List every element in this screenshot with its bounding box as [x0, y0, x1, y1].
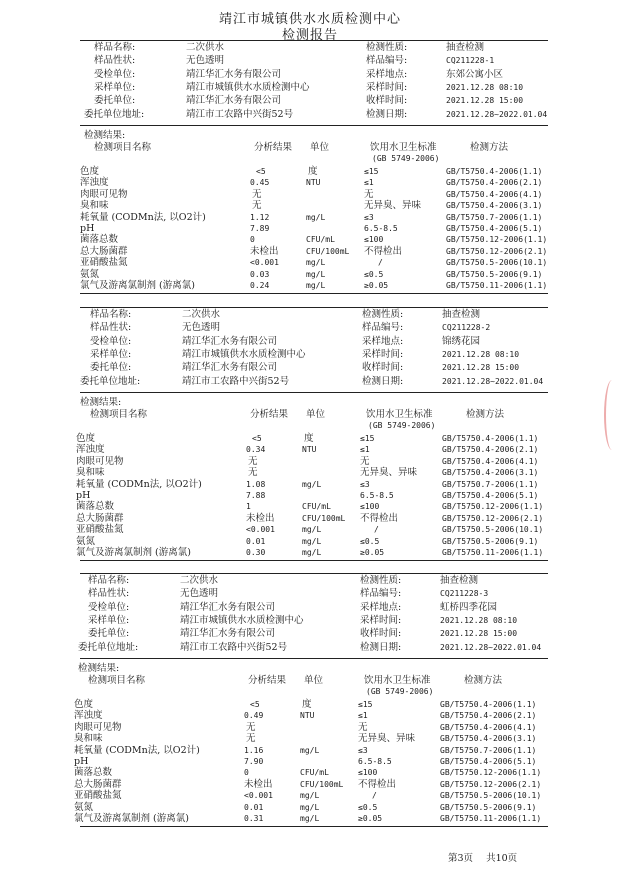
item-standard: ≤0.5: [358, 802, 378, 812]
info-value: 靖江市工农路中兴街52号: [180, 641, 288, 653]
col-std-sub-header: (GB 5749-2006): [368, 421, 436, 430]
item-standard: ≤100: [358, 768, 378, 778]
item-name: pH: [80, 223, 95, 234]
col-item-header: 检测项目名称: [90, 409, 148, 420]
item-standard: ≤0.5: [364, 269, 384, 279]
col-std-header: 饮用水卫生标准: [370, 142, 437, 153]
item-method: GB/T5750.4-2006(2.1): [440, 711, 537, 721]
info-label: 委托单位:: [90, 362, 132, 374]
item-unit: NTU: [302, 445, 317, 455]
item-standard: 无: [360, 455, 370, 467]
item-result: 7.88: [246, 491, 266, 500]
item-method: GB/T5750.7-2006(1.1): [440, 745, 537, 755]
info-label: 采样时间:: [360, 614, 402, 626]
item-result: <0.001: [250, 258, 279, 268]
item-standard: 不得检出: [358, 778, 397, 790]
page-total: 共10页: [486, 853, 518, 864]
item-result: 无: [246, 721, 256, 733]
item-standard: ≤0.5: [360, 536, 380, 546]
item-name: 总大肠菌群: [76, 512, 124, 524]
col-std-sub-header: (GB 5749-2006): [366, 687, 434, 696]
item-method: GB/T5750.4-2006(1.1): [440, 700, 537, 709]
item-result: 0.01: [244, 802, 264, 812]
item-method: GB/T5750.4-2006(3.1): [440, 734, 537, 744]
item-result: 0.34: [246, 445, 266, 455]
info-label: 采样单位:: [94, 81, 136, 93]
item-method: GB/T5750.4-2006(2.1): [442, 445, 539, 455]
item-standard: ≤100: [364, 235, 384, 245]
item-standard: 无: [364, 188, 374, 200]
item-name: 菌落总数: [74, 767, 113, 779]
item-name: pH: [76, 490, 91, 501]
info-label: 委托单位地址:: [80, 375, 141, 387]
col-result-header: 分析结果: [250, 409, 289, 420]
info-label: 样品名称:: [90, 309, 132, 320]
info-label: 采样地点:: [360, 601, 402, 613]
item-method: GB/T5750.4-2006(2.1): [446, 178, 543, 188]
item-standard: 6.5-8.5: [358, 757, 392, 766]
section-top-rule: [80, 307, 548, 308]
results-label: 检测结果:: [84, 130, 126, 141]
info-label: 样品编号:: [366, 55, 408, 67]
item-name: 亚硝酸盐氮: [76, 524, 124, 536]
info-value: 2021.12.28 08:10: [442, 349, 520, 359]
info-label: 检测日期:: [362, 375, 404, 387]
info-value: 2021.12.28 15:00: [446, 96, 524, 106]
info-value: 抽查检测: [442, 309, 481, 320]
item-name: 氨氮: [80, 268, 100, 280]
item-result: 0.45: [250, 178, 270, 188]
item-name: 总大肠菌群: [74, 778, 122, 790]
col-item-header: 检测项目名称: [88, 675, 146, 686]
item-method: GB/T5750.7-2006(1.1): [442, 479, 539, 489]
item-result: 1.16: [244, 745, 264, 755]
info-label: 检测日期:: [366, 108, 408, 120]
report-subtitle: 检测报告: [281, 28, 338, 43]
info-bottom-rule: [80, 658, 548, 659]
item-result: 7.89: [250, 224, 270, 233]
item-name: pH: [74, 756, 89, 767]
item-method: GB/T5750.12-2006(1.1): [442, 502, 544, 512]
item-name: 菌落总数: [80, 234, 119, 246]
info-value: 靖江华汇水务有限公司: [180, 628, 276, 640]
item-unit: NTU: [300, 711, 315, 721]
info-value: 靖江市工农路中兴街52号: [186, 108, 294, 120]
item-unit: mg/L: [306, 212, 326, 222]
item-method: GB/T5750.11-2006(1.1): [440, 814, 542, 823]
info-bottom-rule: [80, 392, 548, 393]
item-unit: CFU/100mL: [300, 779, 344, 789]
item-name: 耗氧量 (CODMn法, 以O2计): [74, 744, 200, 756]
item-unit: mg/L: [306, 269, 326, 279]
item-name: 色度: [80, 166, 100, 177]
item-name: 臭和味: [80, 200, 109, 212]
info-label: 采样单位:: [90, 348, 132, 360]
info-value: CQ211228-2: [442, 323, 491, 333]
item-name: 总大肠菌群: [80, 245, 128, 257]
item-result: 0: [250, 235, 255, 245]
info-label: 收样时间:: [360, 628, 402, 640]
info-label: 委托单位:: [88, 628, 130, 640]
item-unit: NTU: [306, 178, 321, 188]
item-result: <5: [252, 434, 262, 443]
item-name: 亚硝酸盐氮: [80, 257, 128, 269]
item-unit: mg/L: [300, 791, 320, 801]
item-unit: mg/L: [300, 745, 320, 755]
item-standard: 不得检出: [364, 245, 403, 257]
item-standard: 不得检出: [360, 512, 399, 524]
info-value: 二次供水: [180, 575, 219, 586]
item-method: GB/T5750.5-2006(9.1): [440, 802, 537, 812]
item-result: 0: [244, 768, 249, 778]
item-method: GB/T5750.4-2006(1.1): [442, 434, 539, 443]
item-standard: ≤100: [360, 502, 380, 512]
item-result: 1.08: [246, 479, 266, 489]
item-method: GB/T5750.5-2006(9.1): [442, 536, 539, 546]
col-unit-header: 单位: [304, 675, 324, 686]
info-label: 检测性质:: [362, 309, 404, 320]
item-result: <0.001: [244, 791, 273, 801]
info-value: 2021.12.28~2022.01.04: [440, 642, 542, 652]
item-method: GB/T5750.4-2006(3.1): [446, 201, 543, 211]
item-method: GB/T5750.5-2006(9.1): [446, 269, 543, 279]
section-top-rule: [80, 573, 548, 574]
item-result: <5: [250, 700, 260, 709]
item-standard: 6.5-8.5: [364, 224, 398, 233]
item-result: 0.49: [244, 711, 264, 721]
item-standard: ≥0.05: [358, 814, 383, 823]
section-bottom-rule: [80, 560, 548, 561]
item-result: 无: [248, 455, 258, 467]
item-name: 臭和味: [76, 467, 105, 479]
info-label: 采样时间:: [362, 348, 404, 360]
item-unit: mg/L: [300, 814, 320, 823]
item-result: 无: [252, 200, 262, 212]
item-name: 肉眼可见物: [80, 188, 128, 200]
info-value: 2021.12.28 08:10: [446, 82, 524, 92]
item-result: 0.31: [244, 814, 264, 823]
item-name: 耗氧量 (CODMn法, 以O2计): [80, 211, 206, 223]
item-standard: 无: [358, 721, 368, 733]
info-label: 样品性状:: [94, 55, 136, 67]
info-label: 样品性状:: [88, 588, 130, 600]
item-method: GB/T5750.4-2006(5.1): [442, 491, 539, 500]
item-result: 未检出: [246, 512, 275, 524]
item-standard: ≤3: [360, 479, 370, 489]
results-label: 检测结果:: [80, 397, 122, 408]
info-value: 靖江华汇水务有限公司: [186, 68, 282, 80]
col-std-header: 饮用水卫生标准: [366, 409, 433, 420]
item-unit: mg/L: [300, 802, 320, 812]
item-method: GB/T5750.4-2006(1.1): [446, 167, 543, 176]
item-name: 色度: [74, 699, 94, 710]
item-result: 0.03: [250, 269, 270, 279]
item-result: 1.12: [250, 212, 270, 222]
item-result: 未检出: [244, 778, 273, 790]
item-result: 未检出: [250, 245, 279, 257]
info-value: 2021.12.28~2022.01.04: [442, 376, 544, 386]
item-standard: ≤15: [358, 700, 373, 709]
report-org-title: 靖江市城镇供水水质检测中心: [218, 12, 401, 27]
info-value: 无色透明: [180, 588, 219, 600]
col-item-header: 检测项目名称: [94, 142, 152, 153]
item-method: GB/T5750.4-2006(4.1): [446, 189, 543, 199]
item-result: 无: [248, 467, 258, 479]
item-standard: ≤3: [364, 212, 374, 222]
item-name: 氨氮: [76, 535, 96, 547]
info-value: 2021.12.28 08:10: [440, 615, 518, 625]
info-label: 采样单位:: [88, 614, 130, 626]
item-standard: ≤15: [364, 167, 379, 176]
section-top-rule: [80, 40, 548, 41]
info-value: 二次供水: [186, 42, 225, 53]
info-value: 二次供水: [182, 309, 221, 320]
col-unit-header: 单位: [310, 142, 330, 153]
item-name: 氯气及游离氯制剂 (游离氯): [80, 280, 195, 291]
info-label: 样品性状:: [90, 322, 132, 334]
item-result: 0.01: [246, 536, 266, 546]
item-result: <0.001: [246, 525, 275, 535]
item-standard: 6.5-8.5: [360, 491, 394, 500]
item-standard: 无异臭、异味: [358, 733, 416, 745]
col-method-header: 检测方法: [470, 142, 509, 153]
info-label: 受检单位:: [88, 601, 130, 613]
item-method: GB/T5750.11-2006(1.1): [442, 548, 544, 557]
item-result: <5: [256, 167, 266, 176]
item-method: GB/T5750.4-2006(5.1): [440, 757, 537, 766]
item-name: 肉眼可见物: [74, 721, 122, 733]
item-unit: mg/L: [302, 536, 322, 546]
info-value: 靖江市城镇供水水质检测中心: [180, 614, 304, 626]
info-value: 无色透明: [182, 322, 221, 334]
item-method: GB/T5750.5-2006(10.1): [442, 525, 544, 535]
item-unit: mg/L: [302, 548, 322, 557]
item-method: GB/T5750.4-2006(4.1): [442, 456, 539, 466]
info-value: 东郊公寓小区: [446, 68, 504, 80]
item-standard: ≤1: [358, 711, 368, 721]
info-label: 采样地点:: [366, 68, 408, 80]
info-label: 样品名称:: [94, 42, 136, 53]
item-name: 氯气及游离氯制剂 (游离氯): [74, 813, 189, 824]
item-name: 氨氮: [74, 801, 94, 813]
info-value: CQ211228-1: [446, 56, 495, 66]
page-footer: [448, 850, 527, 864]
col-std-header: 饮用水卫生标准: [364, 675, 431, 686]
item-unit: CFU/100mL: [302, 513, 346, 523]
item-unit: mg/L: [302, 525, 322, 535]
item-name: 浑浊度: [76, 444, 105, 456]
col-result-header: 分析结果: [254, 142, 293, 153]
info-label: 样品编号:: [360, 588, 402, 600]
item-method: GB/T5750.4-2006(4.1): [440, 722, 537, 732]
info-value: 靖江市城镇供水水质检测中心: [182, 348, 306, 360]
item-name: 浑浊度: [80, 177, 109, 189]
info-value: 靖江市城镇供水水质检测中心: [186, 81, 310, 93]
item-name: 亚硝酸盐氮: [74, 790, 122, 802]
info-bottom-rule: [80, 125, 548, 126]
info-label: 受检单位:: [90, 335, 132, 347]
info-label: 检测性质:: [366, 42, 408, 53]
item-method: GB/T5750.12-2006(2.1): [442, 513, 544, 523]
item-method: GB/T5750.4-2006(5.1): [446, 224, 543, 233]
col-unit-header: 单位: [306, 409, 326, 420]
item-result: 无: [252, 188, 262, 200]
info-label: 委托单位地址:: [84, 108, 145, 120]
info-value: 2021.12.28~2022.01.04: [446, 109, 548, 119]
col-method-header: 检测方法: [464, 675, 503, 686]
info-value: 无色透明: [186, 55, 225, 67]
info-label: 采样时间:: [366, 81, 408, 93]
info-label: 检测日期:: [360, 641, 402, 653]
results-label: 检测结果:: [78, 663, 120, 674]
info-value: 靖江华汇水务有限公司: [182, 335, 278, 347]
info-label: 委托单位:: [94, 95, 136, 107]
item-method: GB/T5750.11-2006(1.1): [446, 281, 548, 290]
col-std-sub-header: (GB 5749-2006): [372, 154, 440, 163]
item-name: 氯气及游离氯制剂 (游离氯): [76, 547, 191, 558]
item-result: 无: [246, 733, 256, 745]
item-name: 肉眼可见物: [76, 455, 124, 467]
item-result: 1: [246, 502, 251, 512]
item-method: GB/T5750.12-2006(1.1): [440, 768, 542, 778]
item-result: 7.90: [244, 757, 264, 766]
info-label: 委托单位地址:: [78, 641, 139, 653]
item-standard: ≤1: [360, 445, 370, 455]
item-standard: 无异臭、异味: [364, 200, 422, 212]
item-unit: 度: [308, 166, 318, 177]
item-result: 0.24: [250, 281, 270, 290]
item-standard: /: [374, 525, 379, 535]
info-value: 靖江华汇水务有限公司: [180, 601, 276, 613]
item-standard: /: [372, 791, 377, 801]
info-value: 2021.12.28 15:00: [442, 363, 520, 373]
info-value: 虹桥四季花园: [440, 601, 498, 613]
info-value: 锦绣花园: [442, 335, 481, 347]
item-method: GB/T5750.4-2006(3.1): [442, 468, 539, 478]
info-value: 抽查检测: [446, 42, 485, 53]
page-number: 第3页: [448, 853, 474, 864]
info-label: 收样时间:: [362, 362, 404, 374]
item-unit: CFU/mL: [300, 768, 329, 778]
info-label: 样品名称:: [88, 575, 130, 586]
item-method: GB/T5750.12-2006(1.1): [446, 235, 548, 245]
item-name: 色度: [76, 433, 96, 444]
item-unit: 度: [304, 433, 314, 444]
info-label: 收样时间:: [366, 95, 408, 107]
item-standard: ≤15: [360, 434, 375, 443]
item-unit: CFU/mL: [302, 502, 331, 512]
section-bottom-rule: [80, 293, 548, 294]
item-standard: 无异臭、异味: [360, 467, 418, 479]
item-unit: CFU/mL: [306, 235, 335, 245]
info-value: 靖江华汇水务有限公司: [182, 362, 278, 374]
info-label: 检测性质:: [360, 575, 402, 586]
col-result-header: 分析结果: [248, 675, 287, 686]
item-method: GB/T5750.5-2006(10.1): [440, 791, 542, 801]
col-method-header: 检测方法: [466, 409, 505, 420]
item-name: 耗氧量 (CODMn法, 以O2计): [76, 478, 202, 490]
item-standard: ≤3: [358, 745, 368, 755]
item-result: 0.30: [246, 548, 266, 557]
item-unit: mg/L: [302, 479, 322, 489]
info-value: 2021.12.28 15:00: [440, 629, 518, 639]
item-unit: mg/L: [306, 281, 326, 290]
item-name: 浑浊度: [74, 710, 103, 722]
item-method: GB/T5750.12-2006(2.1): [446, 246, 548, 256]
item-method: GB/T5750.5-2006(10.1): [446, 258, 548, 268]
item-name: 菌落总数: [76, 501, 115, 513]
item-method: GB/T5750.7-2006(1.1): [446, 212, 543, 222]
info-label: 采样地点:: [362, 335, 404, 347]
item-unit: CFU/100mL: [306, 246, 350, 256]
item-standard: ≥0.05: [360, 548, 385, 557]
info-value: 靖江市工农路中兴街52号: [182, 375, 290, 387]
item-unit: mg/L: [306, 258, 326, 268]
info-label: 受检单位:: [94, 68, 136, 80]
item-unit: 度: [302, 699, 312, 710]
item-standard: ≤1: [364, 178, 374, 188]
info-value: 抽查检测: [440, 575, 479, 586]
info-value: 靖江华汇水务有限公司: [186, 95, 282, 107]
section-bottom-rule: [80, 826, 548, 827]
seal-edge-icon: [604, 380, 620, 450]
item-name: 臭和味: [74, 733, 103, 745]
info-value: CQ211228-3: [440, 589, 489, 599]
item-standard: /: [378, 258, 383, 268]
item-method: GB/T5750.12-2006(2.1): [440, 779, 542, 789]
info-label: 样品编号:: [362, 322, 404, 334]
item-standard: ≥0.05: [364, 281, 389, 290]
